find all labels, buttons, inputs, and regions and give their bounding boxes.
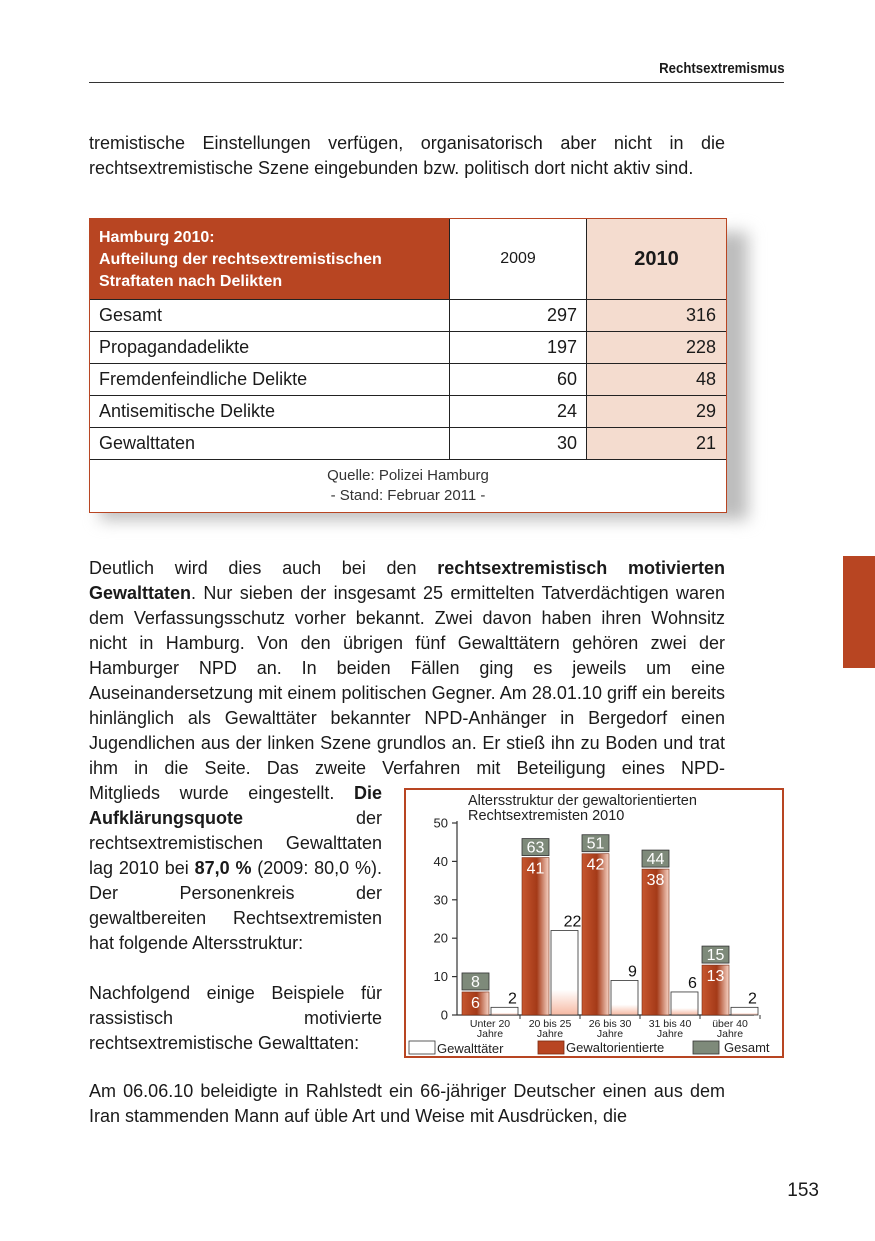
chart-canvas — [406, 790, 782, 1056]
page-number: 153 — [787, 1180, 819, 1201]
y-tick-label: 30 — [433, 892, 448, 908]
legend-label: Gewalttäter — [437, 1041, 504, 1056]
legend-label: Gesamt — [724, 1040, 770, 1055]
header-rule — [89, 82, 784, 83]
bar-gewaltorientierte — [642, 869, 669, 1015]
table-row — [90, 363, 726, 395]
cell-2010: 228 — [586, 332, 726, 363]
cell-2010: 316 — [586, 300, 726, 331]
bar-label-gewaltorientierte: 42 — [586, 856, 605, 874]
chart-title-line-1: Altersstruktur der gewaltorientierten — [468, 793, 697, 809]
emphasis-text: Die Aufklärungsquote — [89, 783, 382, 828]
row-label: Gesamt — [99, 305, 163, 325]
source-date: - Stand: Februar 2011 - — [330, 487, 486, 504]
y-tick-label: 50 — [433, 815, 448, 831]
table-header-row — [90, 219, 726, 299]
legend-label: Gewaltorientierte — [566, 1040, 665, 1055]
row-label: Fremdenfeindliche Delikte — [99, 369, 308, 389]
offences-table — [89, 218, 727, 513]
table-title-line: Aufteilung der rechtsextremistischen — [99, 251, 382, 268]
x-tick-label: Jahre — [716, 1028, 744, 1040]
bar-label-gewaltorientierte: 6 — [471, 994, 480, 1012]
total-label: 15 — [706, 947, 725, 965]
table-source — [90, 459, 726, 512]
table-title — [90, 219, 449, 299]
closing-paragraph: Am 06.06.10 beleidigte in Rahlstedt ein 66-jähriger Deutscher einen aus dem Iran stammenden Mann auf üble Art und Weise mit Ausdrücken, die — [89, 1081, 725, 1126]
row-label: Gewalttaten — [99, 433, 196, 453]
cell-2009: 197 — [449, 332, 586, 363]
x-tick-label: Jahre — [476, 1028, 504, 1040]
bar-label-gewaltorientierte: 13 — [706, 968, 725, 986]
running-header: Rechtsextremismus — [659, 60, 785, 77]
row-label: Propagandadelikte — [99, 337, 250, 357]
text-run: der rechtsextremistischen Gewalttaten lag 2010 bei — [89, 808, 382, 878]
clearance-paragraph — [89, 781, 382, 1056]
y-tick-label: 20 — [433, 930, 448, 946]
cell-2009: 297 — [449, 300, 586, 331]
x-tick-label: Jahre — [596, 1028, 624, 1040]
legend-swatch-gewalttaeter — [409, 1041, 435, 1054]
bar-label-gewalttaeter: 2 — [748, 990, 757, 1008]
total-label: 8 — [471, 973, 480, 991]
bar-gewalttaeter — [731, 1007, 758, 1015]
bar-gewaltorientierte — [522, 858, 549, 1015]
source-line: Quelle: Polizei Hamburg — [327, 467, 489, 484]
text-run: Mitglieds wurde eingestellt. — [89, 783, 354, 803]
bar-gewalttaeter — [491, 1007, 518, 1015]
col-header-2009: 2009 — [449, 219, 586, 299]
bar-label-gewalttaeter: 6 — [688, 974, 697, 992]
table-row — [90, 299, 726, 331]
table-title-line: Straftaten nach Delikten — [99, 273, 283, 290]
bar-label-gewaltorientierte: 38 — [646, 872, 665, 890]
violence-paragraph — [89, 556, 725, 781]
emphasis-text: 87,0 % — [194, 858, 252, 878]
x-tick-label: Unter 20 — [469, 1018, 511, 1030]
text-run: (2009: 80,0 %). Der Personenkreis der gewaltbereiten Rechtsextremisten hat folgende Altersstruktur: — [89, 858, 383, 953]
x-tick-label: Jahre — [656, 1028, 684, 1040]
x-tick-label: über 40 — [712, 1018, 748, 1030]
x-tick-label: 26 bis 30 — [588, 1018, 632, 1030]
legend-swatch-gewaltorientierte — [538, 1041, 564, 1054]
cell-2009: 30 — [449, 428, 586, 459]
table-row — [90, 427, 726, 459]
bar-label-gewaltorientierte: 41 — [526, 860, 545, 878]
text-run: Deutlich wird dies auch bei den — [89, 558, 438, 578]
emphasis-text: rechtsextremistisch motivierten Gewalttaten — [89, 558, 725, 603]
cell-2009: 60 — [449, 364, 586, 395]
total-label: 63 — [526, 839, 545, 857]
text-run: . Nur sieben der insgesamt 25 ermittelten Tatverdächtigen waren dem Verfassungsschutz vorher bekannt. Zwei davon haben ihren Wohnsitz nicht in Hamburg. Von den übrigen fünf Gewalttätern gehören zwei der Hamburger NPD an. In beiden Fällen ging es jeweils um eine Auseinandersetzung mit einem politischen Gegner. Am 28.01.10 griff ein bereits hinlänglich als Gewalttäter bekannter NPD-Anhänger in Bergedorf einen Jugendlichen aus der linken Szene grundlos an. Er stieß ihn zu Boden und trat ihm in die Seite. Das zweite Verfahren mit Beteiligung eines NPD- — [89, 583, 725, 778]
bar-gewalttaeter — [551, 931, 578, 1015]
total-label: 51 — [586, 835, 605, 853]
x-tick-label: 31 bis 40 — [648, 1018, 692, 1030]
legend-swatch-gesamt — [693, 1041, 719, 1054]
chart-title-line-2: Rechtsextremisten 2010 — [468, 808, 625, 824]
table-title-line: Hamburg 2010: — [99, 229, 215, 246]
bar-gewalttaeter — [611, 980, 638, 1015]
bar-label-gewalttaeter: 2 — [508, 990, 517, 1008]
total-label: 44 — [646, 851, 665, 869]
table-row — [90, 331, 726, 363]
bar-gewaltorientierte — [582, 854, 609, 1015]
bar-gewalttaeter — [671, 992, 698, 1015]
cell-2010: 21 — [586, 428, 726, 459]
cell-2010: 29 — [586, 396, 726, 427]
x-tick-label: Jahre — [536, 1028, 564, 1040]
cell-2010: 48 — [586, 364, 726, 395]
y-tick-label: 10 — [433, 969, 448, 985]
y-tick-label: 0 — [440, 1007, 448, 1023]
age-structure-chart — [404, 788, 784, 1058]
intro-paragraph: tremistische Einstellungen verfügen, organisatorisch aber nicht in die rechtsextremistische Szene eingebunden bzw. politisch dort nicht aktiv sind. — [89, 133, 725, 178]
bar-label-gewalttaeter: 9 — [628, 963, 637, 981]
chapter-tab — [843, 556, 875, 668]
bar-label-gewalttaeter: 22 — [563, 913, 582, 931]
y-tick-label: 40 — [433, 853, 448, 869]
table-row — [90, 395, 726, 427]
text-run: Nachfolgend einige Beispiele für rassistisch motivierte rechtsextremistische Gewalttaten: — [89, 983, 382, 1053]
x-tick-label: 20 bis 25 — [528, 1018, 572, 1030]
col-header-2010: 2010 — [586, 219, 726, 299]
row-label: Antisemitische Delikte — [99, 401, 276, 421]
cell-2009: 24 — [449, 396, 586, 427]
